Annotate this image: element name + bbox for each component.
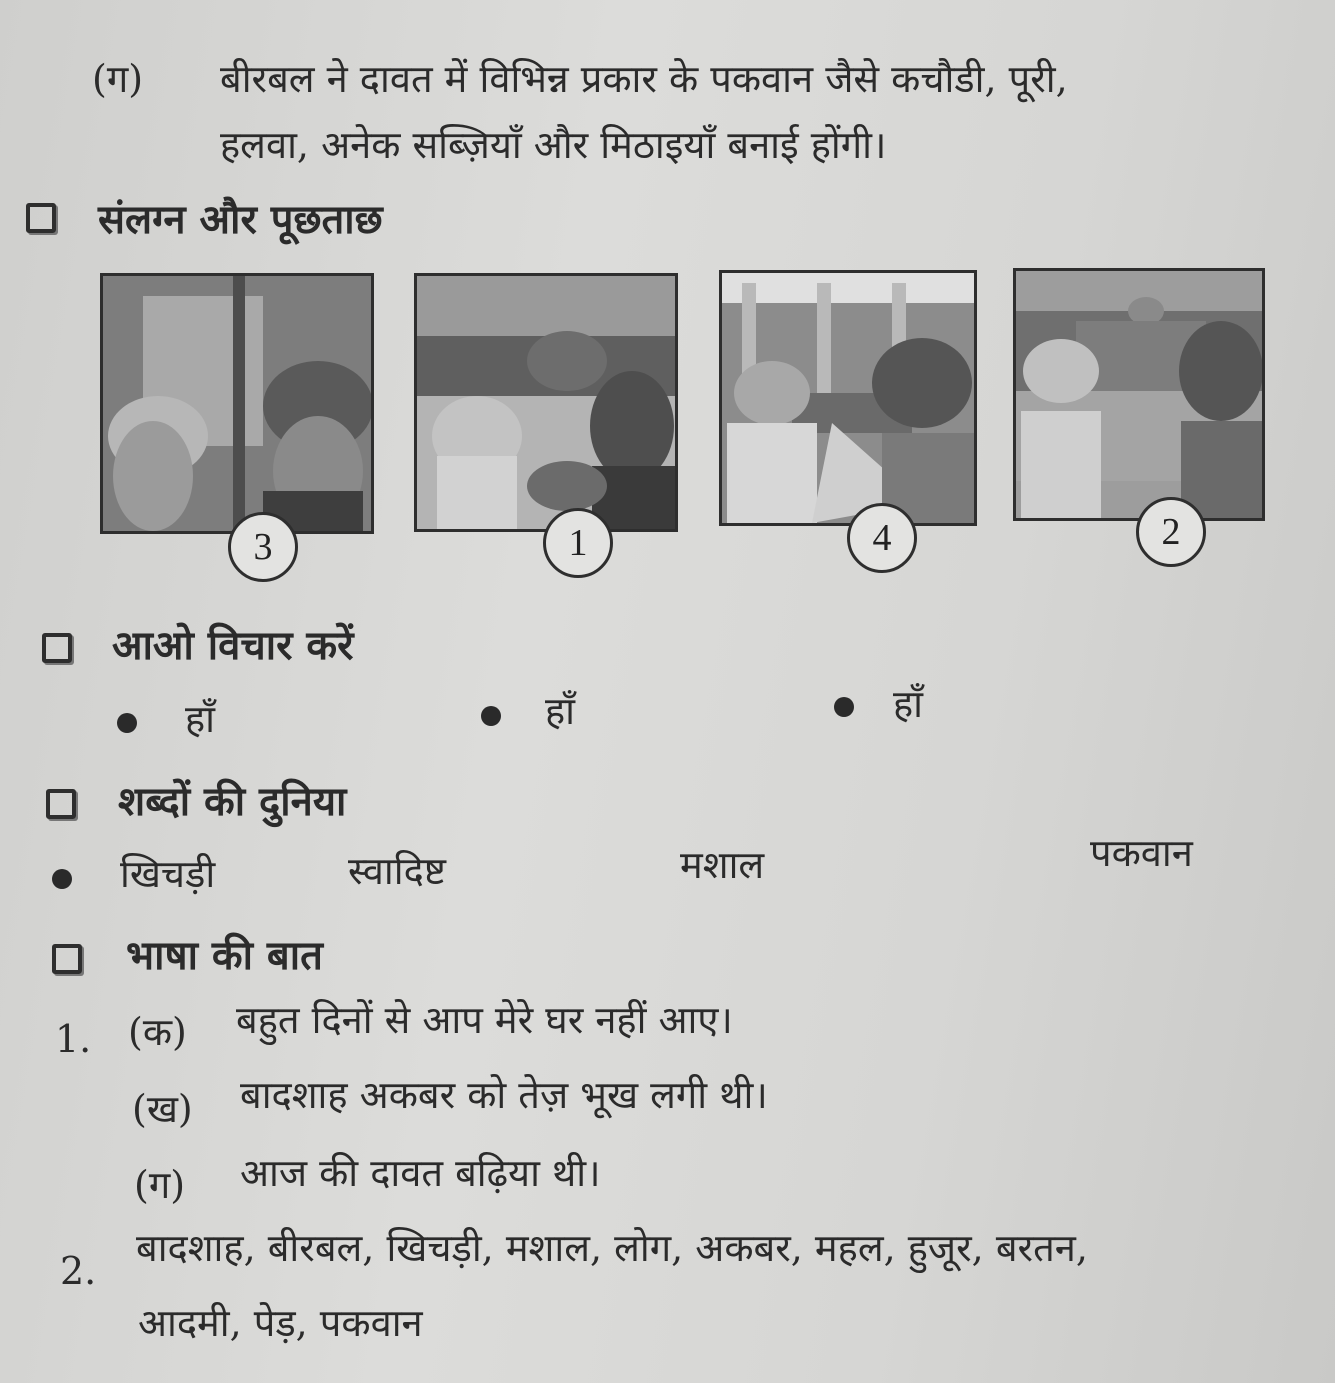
- checkbox-icon: [52, 944, 82, 974]
- word-item: स्वादिष्ट: [348, 849, 446, 893]
- scene-illustration: [722, 273, 974, 523]
- section-heading-attach: संलग्न और पूछताछ: [98, 197, 383, 243]
- picture-number: 3: [228, 512, 298, 582]
- sub-question-text: आज की दावत बढ़िया थी।: [240, 1151, 601, 1195]
- picture-number: 2: [1136, 497, 1206, 567]
- picture-number: 4: [847, 503, 917, 573]
- picture-panel: [100, 273, 374, 534]
- word-item: मशाल: [680, 843, 765, 887]
- section-heading-think: आओ विचार करें: [112, 623, 354, 669]
- picture-panel: [1013, 268, 1265, 521]
- bullet-icon: [117, 713, 137, 733]
- question-number: 2.: [60, 1249, 97, 1293]
- think-answer: हाँ: [545, 689, 576, 733]
- think-answer: हाँ: [185, 697, 216, 741]
- picture-panel: [719, 270, 977, 526]
- para-line-1: बीरबल ने दावत में विभिन्न प्रकार के पकवान जैसे कचौडी, पूरी,: [220, 57, 1068, 101]
- para-label: (ग): [92, 57, 144, 101]
- picture-number: 1: [543, 508, 613, 578]
- bullet-icon: [52, 869, 72, 889]
- question-number: 1.: [55, 1017, 92, 1061]
- checkbox-icon: [26, 203, 56, 233]
- scene-illustration: [1016, 271, 1262, 518]
- scene-illustration: [417, 276, 675, 529]
- word-item: पकवान: [1090, 831, 1193, 875]
- sub-question-label: (क): [128, 1010, 187, 1054]
- checkbox-icon: [46, 789, 76, 819]
- sub-question-label: (ग): [134, 1163, 186, 1207]
- sub-question-text: बहुत दिनों से आप मेरे घर नहीं आए।: [236, 998, 733, 1042]
- section-heading-words: शब्दों की दुनिया: [118, 779, 347, 825]
- scene-illustration: [103, 276, 371, 531]
- checkbox-icon: [42, 633, 72, 663]
- picture-panel: [414, 273, 678, 532]
- sub-question-text: बादशाह अकबर को तेज़ भूख लगी थी।: [240, 1073, 768, 1117]
- bullet-icon: [834, 697, 854, 717]
- answer-line-1: बादशाह, बीरबल, खिचड़ी, मशाल, लोग, अकबर, महल, हुजूर, बरतन,: [136, 1226, 1088, 1270]
- think-answer: हाँ: [893, 682, 924, 726]
- answer-line-2: आदमी, पेड़, पकवान: [138, 1301, 423, 1345]
- section-heading-language: भाषा की बात: [126, 933, 323, 979]
- para-line-2: हलवा, अनेक सब्ज़ियाँ और मिठाइयाँ बनाई होंगी।: [220, 123, 887, 167]
- sub-question-label: (ख): [132, 1087, 193, 1131]
- bullet-icon: [481, 706, 501, 726]
- word-item: खिचड़ी: [120, 852, 216, 896]
